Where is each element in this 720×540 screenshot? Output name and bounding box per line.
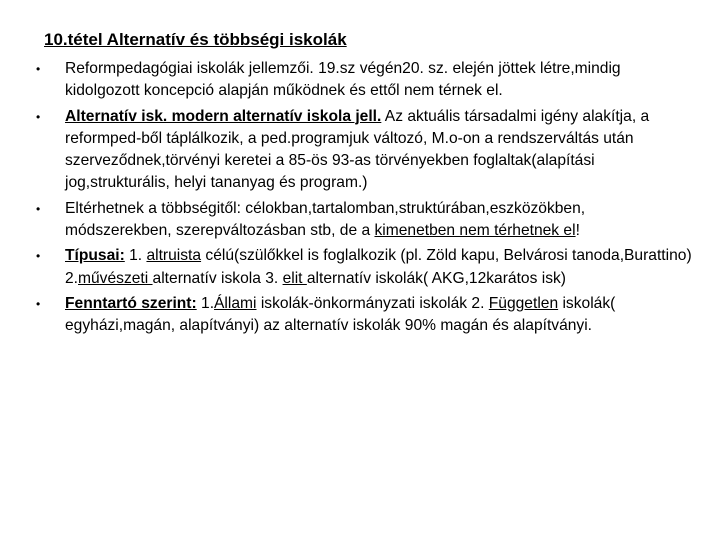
item-text: alternatív iskola 3.: [152, 269, 283, 287]
bullet-icon: •: [36, 109, 41, 124]
list-item: [36, 106, 696, 195]
item-heading: Típusai:: [65, 247, 125, 265]
bullet-icon: •: [36, 62, 41, 76]
item-text: célú(szülőkkel is foglalkozik (pl. Zöld kapu, Belvárosi tanoda,Burattino) 2.: [65, 247, 692, 287]
item-emphasis: Független: [488, 294, 559, 312]
item-text: Reformpedagógiai iskolák jellemzői. 19.sz végén20. sz. elején jöttek létre,mindig kidolgozott koncepció alapján működnek és ettől nem térnek el.: [65, 60, 621, 100]
item-text: iskolák-önkormányzati iskolák 2.: [256, 294, 489, 312]
item-emphasis: kimenetben nem térhetnek el: [374, 222, 576, 240]
item-text: iskolák( egyházi,magán, alapítványi) az alternatív iskolák 90% magán és alapítványi.: [65, 294, 616, 335]
list-item: [36, 293, 696, 338]
item-text: 1.: [196, 294, 215, 312]
list-item: [36, 58, 696, 103]
bullet-icon: •: [36, 296, 41, 311]
item-heading: Alternatív isk. modern alternatív iskola jell.: [65, 107, 382, 125]
item-text: !: [575, 222, 580, 240]
item-text: Az aktuális társadalmi igény alakítja, a reformped-ből táplálkozik, a ped.programjuk változó, M.o-on a rendszerváltás után szerveződnek,törvényi keretei a 85-ös 93-as törvényekben foglaltak(alapítási jog,strukturális, helyi tananyag és program.): [65, 107, 650, 192]
item-text: alternatív iskolák( AKG,12karátos isk): [306, 269, 566, 287]
item-emphasis: elit: [282, 269, 307, 287]
item-heading: Fenntartó szerint:: [65, 294, 197, 312]
item-emphasis: művészeti: [78, 269, 153, 287]
list-item: [36, 245, 696, 290]
bullet-list: [36, 58, 696, 341]
bullet-icon: •: [36, 249, 41, 264]
list-item: [36, 198, 696, 243]
slide-title: 10.tétel Alternatív és többségi iskolák: [44, 30, 347, 49]
bullet-icon: •: [36, 201, 41, 216]
item-text: 1.: [124, 247, 147, 265]
item-text: Eltérhetnek a többségitől: célokban,tartalomban,struktúrában,eszközökben, módszerekben, szerepváltozásban stb, de a: [65, 199, 586, 240]
item-emphasis: Állami: [214, 294, 257, 312]
item-emphasis: altruista: [146, 247, 202, 265]
